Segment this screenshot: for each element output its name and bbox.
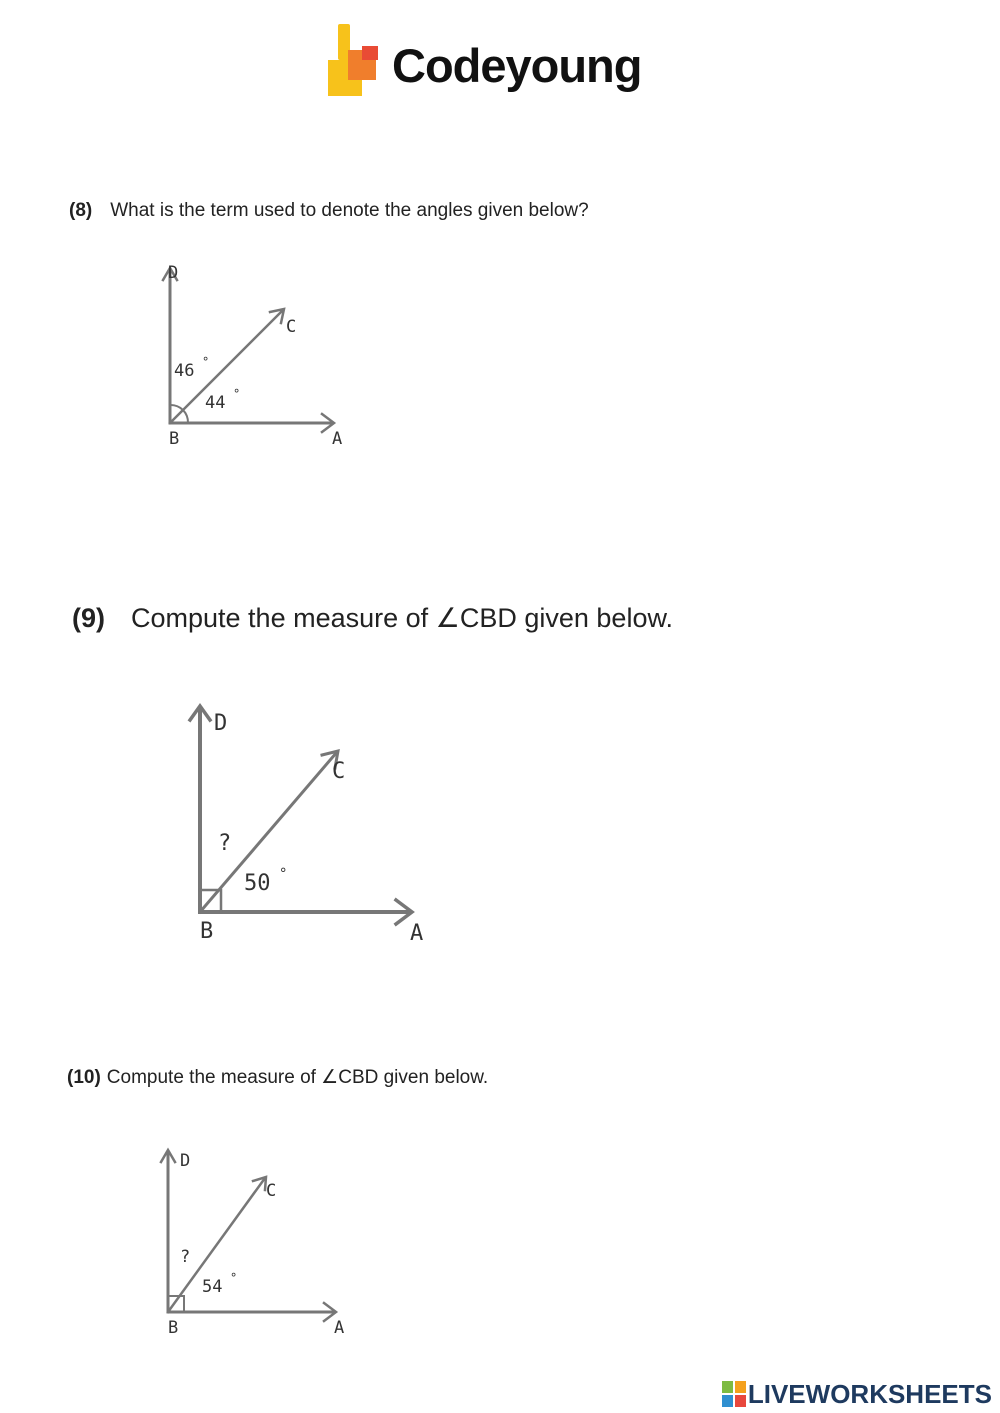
- angle-dbc-value: 46: [174, 361, 195, 381]
- question-number: (10): [67, 1067, 101, 1088]
- question-text: Compute the measure of ∠CBD given below.: [131, 603, 673, 633]
- label-d: D: [214, 711, 228, 736]
- label-d: D: [180, 1151, 191, 1171]
- label-c: C: [286, 317, 297, 337]
- liveworksheets-logo-icon: [722, 1381, 746, 1407]
- label-b: B: [169, 429, 180, 449]
- angle-figure-10: [150, 1140, 370, 1340]
- liveworksheets-watermark: [722, 1378, 992, 1410]
- degree-symbol: °: [233, 387, 241, 401]
- label-a: A: [332, 429, 343, 449]
- label-d: D: [168, 263, 179, 283]
- question-8: [69, 200, 589, 223]
- label-c: C: [332, 759, 346, 784]
- label-a: A: [410, 921, 424, 946]
- degree-symbol: °: [230, 1271, 238, 1285]
- unknown-angle: ?: [180, 1247, 191, 1267]
- question-text: Compute the measure of ∠CBD given below.: [106, 1067, 489, 1088]
- degree-symbol: °: [202, 355, 210, 369]
- question-9: [72, 602, 673, 634]
- angle-cba-value: 54: [202, 1277, 223, 1297]
- label-c: C: [266, 1181, 277, 1201]
- brand-name: Codeyoung: [392, 39, 642, 92]
- unknown-angle: ?: [218, 831, 232, 856]
- codeyoung-logo-icon: [324, 24, 382, 98]
- label-b: B: [168, 1318, 179, 1338]
- angle-cba-value: 44: [205, 393, 226, 413]
- question-text: What is the term used to denote the angles given below?: [110, 200, 589, 221]
- question-10: [67, 1067, 488, 1090]
- angle-figure-8: [150, 250, 370, 450]
- question-number: (8): [69, 200, 93, 221]
- angle-figure-9: [180, 700, 450, 950]
- degree-symbol: °: [279, 866, 288, 882]
- angle-cba-value: 50: [244, 871, 271, 896]
- watermark-text: LIVEWORKSHEETS: [747, 1379, 992, 1409]
- label-b: B: [200, 919, 214, 944]
- question-number: (9): [72, 603, 105, 633]
- label-a: A: [334, 1318, 345, 1338]
